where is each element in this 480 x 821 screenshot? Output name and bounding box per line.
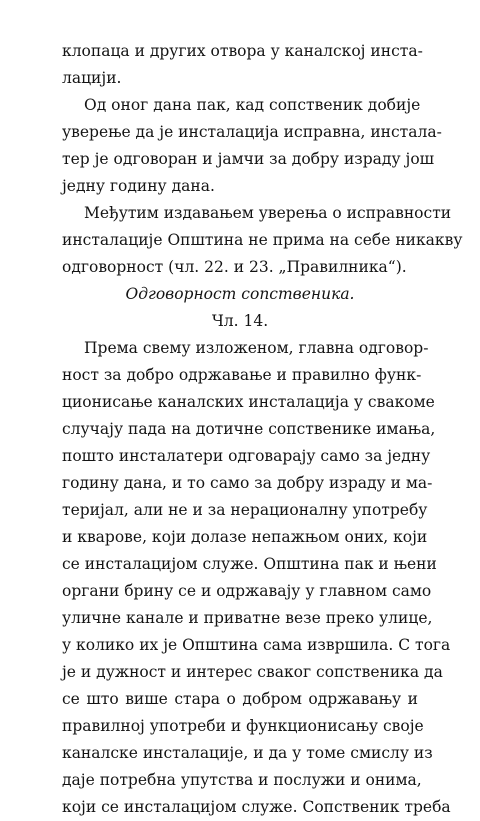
text-line: уличне канале и приватне везе преко улице, — [62, 609, 433, 627]
text-line: случају пада на дотичне сопственике имања, — [62, 420, 436, 438]
text-line: Од оног дана пак, кад сопственик добије — [84, 96, 421, 114]
text-line: Међутим издавањем уверења о исправности — [84, 204, 452, 222]
text-line: једну годину дана. — [62, 177, 215, 195]
text-line: ционисање каналских инсталација у свакоме — [62, 393, 435, 411]
text-line: уверење да је инсталација исправна, инстала- — [62, 123, 442, 141]
text-line: и кварове, који долазе непажњом оних, који — [62, 528, 428, 546]
text-line: органи брину се и одржавају у главном само — [62, 582, 432, 600]
paragraph-4 — [62, 335, 451, 821]
text-line: клопаца и других отвора у каналској инста- — [62, 42, 423, 60]
paragraph-2 — [62, 92, 442, 200]
text-line: правилној употреби и функционисању своје — [62, 717, 424, 735]
text-line: у колико их је Општина сама извршила. С тога — [62, 636, 451, 654]
paragraph-1 — [62, 38, 423, 92]
text-line: се инсталацијом служе. Општина пак и њени — [62, 555, 437, 573]
text-line: годину дана, и то само за добру израду и ма- — [62, 474, 433, 492]
document-page — [62, 38, 463, 821]
text-line: ност за добро одржавање и правилно функ- — [62, 366, 422, 384]
text-line: тер је одговоран и јамчи за добру израду још — [62, 150, 435, 168]
article-heading: Чл. 14. — [211, 312, 269, 330]
text-line: пошто инсталатери одговарају само за једну — [62, 447, 431, 465]
text-line: каналске инсталације, и да у томе смислу из — [62, 744, 433, 762]
text-line: инсталације Општина не прима на себе никакву — [62, 231, 463, 249]
text-line: даје потребна упутства и послужи и онима, — [62, 771, 422, 789]
text-line: лацији. — [62, 69, 122, 87]
text-line: теријал, али не и за нерационалну употребу — [62, 501, 428, 519]
section-heading: Одговорност сопственика. — [125, 285, 355, 303]
paragraph-3 — [62, 200, 463, 281]
text-line: се што више стара о добром одржавању и — [62, 690, 418, 708]
text-line: је и дужност и интерес сваког сопственика да — [62, 663, 443, 681]
text-line: који се инсталацијом служе. Сопственик треба — [62, 798, 451, 816]
text-line: одговорност (чл. 22. и 23. „Правилника“). — [62, 258, 407, 276]
text-line: Према свему изложеном, главна одговор- — [84, 339, 429, 357]
